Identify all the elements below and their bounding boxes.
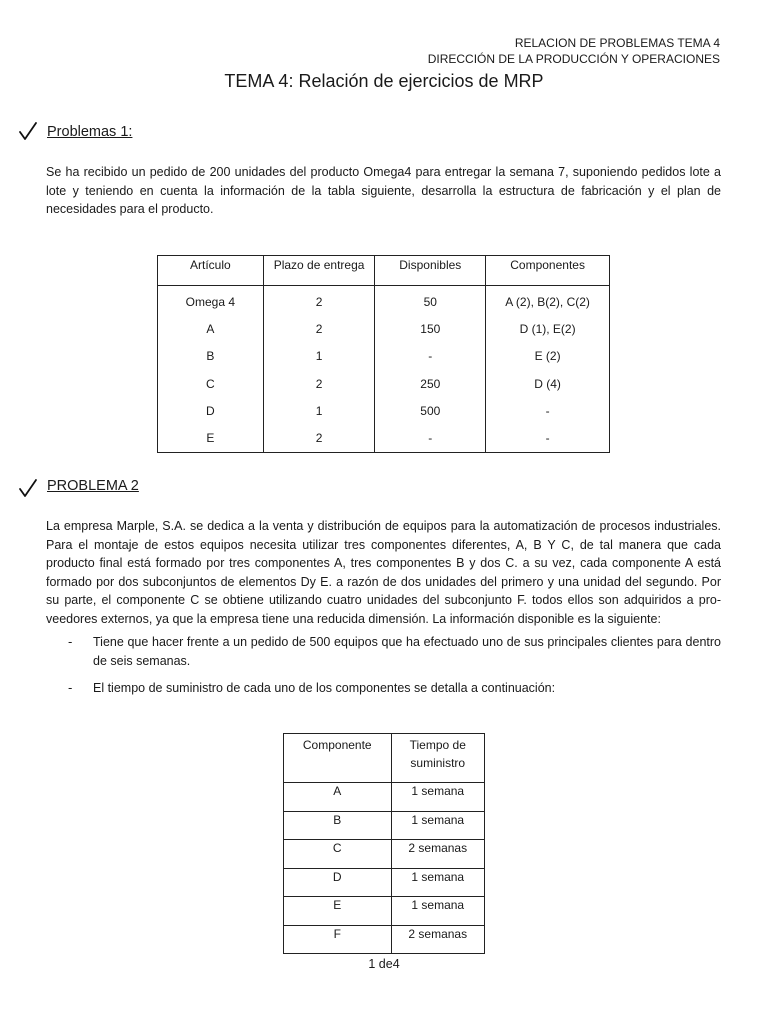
problem1-paragraph: Se ha recibido un pedido de 200 unidades del producto Omega4 para entregar la semana 7, suponiendo pedidos lote a lote y teniendo en cuenta la información de la tabla siguiente, desarrolla la estructura de fabricación y el plan de necesidades para el producto.: [46, 165, 721, 216]
page-title: [0, 71, 768, 92]
table-problem1: [157, 255, 610, 453]
bullet-item: Tiene que hacer frente a un pedido de 500 equipos que ha efectuado uno de sus principales clientes para dentro de seis semanas.: [93, 635, 721, 668]
table-cell: 2: [263, 315, 375, 342]
table-cell: Omega 4: [158, 286, 264, 316]
bullet-marker: -: [68, 634, 73, 649]
table-cell: E: [284, 897, 392, 926]
table-cell: 50: [375, 286, 486, 316]
table-row: [284, 840, 485, 869]
table-row: [158, 424, 610, 452]
table-cell: -: [486, 397, 610, 424]
table-header: Disponibles: [375, 256, 486, 286]
table-row: [284, 811, 485, 840]
table-header: Plazo de entrega: [263, 256, 375, 286]
title-prefix: TEMA 4:: [224, 71, 294, 91]
table-row: [284, 925, 485, 954]
table-row: [158, 370, 610, 397]
table-cell: 1 semana: [391, 783, 485, 812]
table-cell: B: [284, 811, 392, 840]
header-line-2: DIRECCIÓN DE LA PRODUCCIÓN Y OPERACIONES: [427, 52, 720, 66]
table-cell: 2: [263, 370, 375, 397]
table-cell: 1 semana: [391, 811, 485, 840]
table-row: [158, 286, 610, 316]
table-cell: 2: [263, 286, 375, 316]
table-cell: F: [284, 925, 392, 954]
table-problem2: [283, 733, 485, 954]
table-row: [158, 315, 610, 342]
table-row: [284, 897, 485, 926]
page-number: 1 de4: [368, 957, 400, 971]
table-cell: B: [158, 343, 264, 370]
title-text: Relación de ejercicios de MRP: [293, 71, 544, 91]
table-header: Tiempo de suministro: [391, 734, 485, 783]
table-cell: 150: [375, 315, 486, 342]
table-header: Componentes: [486, 256, 610, 286]
table-cell: C: [158, 370, 264, 397]
table-cell: -: [375, 424, 486, 452]
table-cell: 2 semanas: [391, 925, 485, 954]
table-cell: 1 semana: [391, 897, 485, 926]
problem1-heading: Problemas 1:: [47, 124, 133, 140]
table-row: [284, 783, 485, 812]
bullet-item: El tiempo de suministro de cada uno de los componentes se detalla a continuación:: [93, 681, 556, 695]
table-cell: 2: [263, 424, 375, 452]
table-row: [284, 868, 485, 897]
table-row: [158, 397, 610, 424]
table-cell: 1: [263, 397, 375, 424]
checkmark-icon: [18, 121, 38, 141]
table-cell: -: [375, 343, 486, 370]
table-cell: D: [284, 868, 392, 897]
checkmark-icon: [18, 478, 38, 498]
header-line-1: RELACION DE PROBLEMAS TEMA 4: [514, 36, 720, 50]
table-cell: A (2), B(2), C(2): [486, 286, 610, 316]
table-cell: E (2): [486, 343, 610, 370]
bullet-marker: -: [68, 680, 73, 695]
table-cell: 2 semanas: [391, 840, 485, 869]
table-header: Artículo: [158, 256, 264, 286]
table-cell: D (1), E(2): [486, 315, 610, 342]
table-cell: C: [284, 840, 392, 869]
table-cell: A: [284, 783, 392, 812]
table-header: Componente: [284, 734, 392, 783]
table-cell: 500: [375, 397, 486, 424]
table-cell: A: [158, 315, 264, 342]
table-cell: D (4): [486, 370, 610, 397]
problem2-paragraph: La empresa Marple, S.A. se dedica a la venta y distribución de equipos para la automatización de procesos industriales. Para el montaje de estos equipos necesita utilizar tres componentes diferentes, A, B Y C, de tal manera que cada producto final está formado por tres componentes A, tres componentes B y dos C. a su vez, cada componente A está formado por dos subconjuntos de elementos Dy E. a razón de dos unidades del primero y una unidad del segundo. Por su parte, el componente C se obtiene utilizando cuatro unidades del subconjunto F. todos ellos son adquiridos a pro-veedores externos, ya que la empresa tiene una reducida dimensión. La información disponible es la siguiente:: [46, 519, 721, 626]
table-cell: 1 semana: [391, 868, 485, 897]
problem2-heading: PROBLEMA 2: [47, 478, 139, 494]
table-cell: 1: [263, 343, 375, 370]
table-cell: -: [486, 424, 610, 452]
table-row: [158, 343, 610, 370]
table-cell: E: [158, 424, 264, 452]
table-cell: 250: [375, 370, 486, 397]
table-cell: D: [158, 397, 264, 424]
